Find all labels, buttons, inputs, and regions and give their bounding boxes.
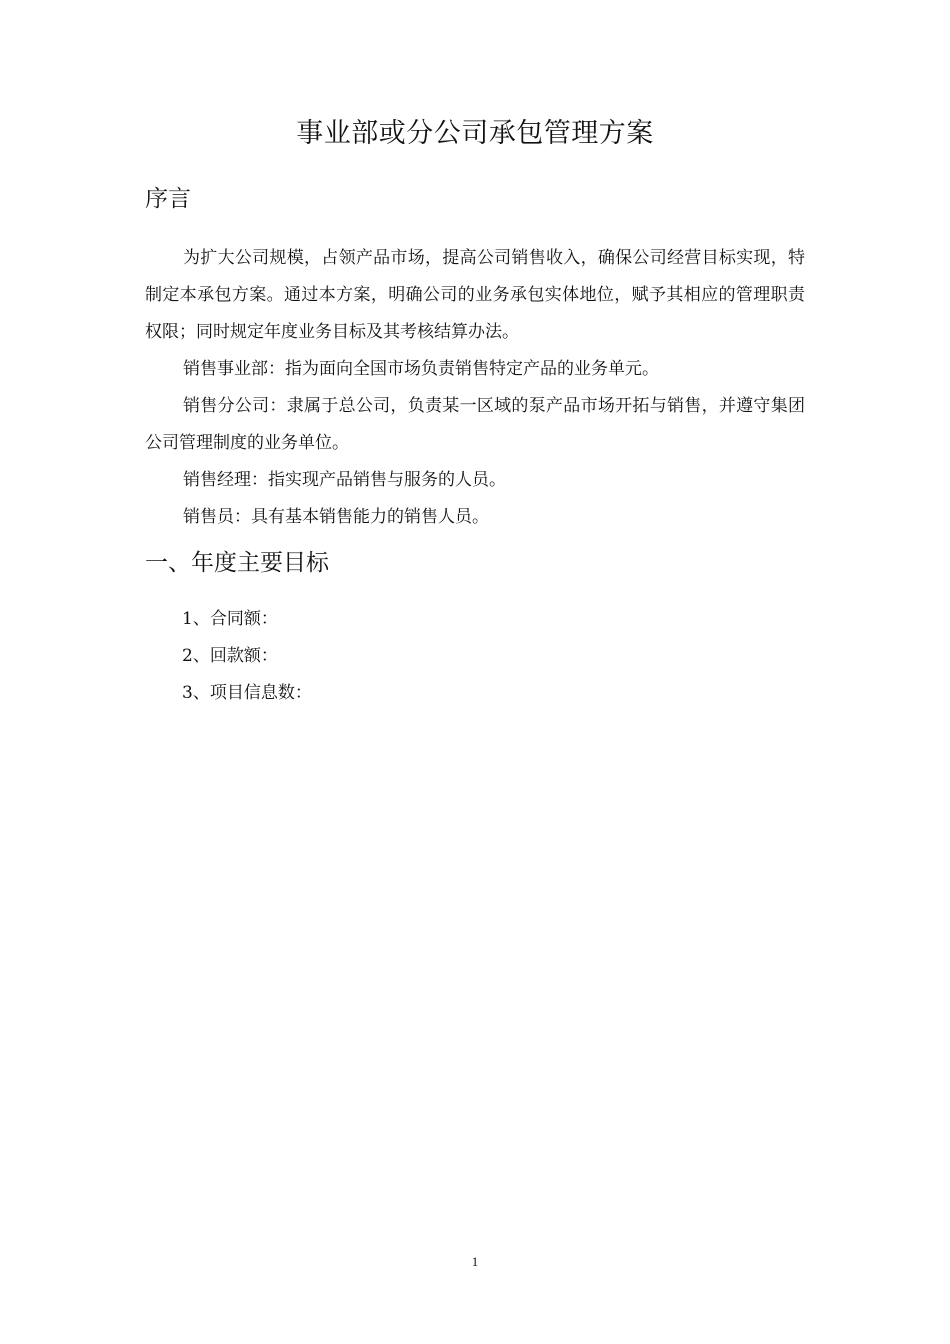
paragraph: 为扩大公司规模，占领产品市场，提高公司销售收入，确保公司经营目标实现，特制定本承包方案。通过本方案，明确公司的业务承包实体地位，赋予其相应的管理职责权限；同时规定年度业务目标及其考核结算办法。 — [145, 248, 805, 342]
list-item: 1、合同额： — [182, 609, 278, 629]
paragraph: 销售事业部：指为面向全国市场负责销售特定产品的业务单元。 — [183, 359, 659, 379]
paragraph: 销售员：具有基本销售能力的销售人员。 — [183, 507, 489, 527]
document-title: 事业部或分公司承包管理方案 — [296, 118, 654, 149]
section-heading-preface: 序言 — [145, 186, 191, 212]
list-item: 2、回款额： — [182, 646, 278, 666]
list-item: 3、项目信息数： — [182, 683, 312, 703]
preface-body — [145, 240, 805, 536]
section-heading-annual-goals: 一、年度主要目标 — [145, 550, 329, 576]
page-number: 1 — [471, 1254, 479, 1269]
paragraph: 销售经理：指实现产品销售与服务的人员。 — [183, 470, 506, 490]
paragraph: 销售分公司：隶属于总公司，负责某一区域的泵产品市场开拓与销售，并遵守集团公司管理制度的业务单位。 — [145, 396, 805, 453]
annual-goals-list — [182, 601, 312, 712]
